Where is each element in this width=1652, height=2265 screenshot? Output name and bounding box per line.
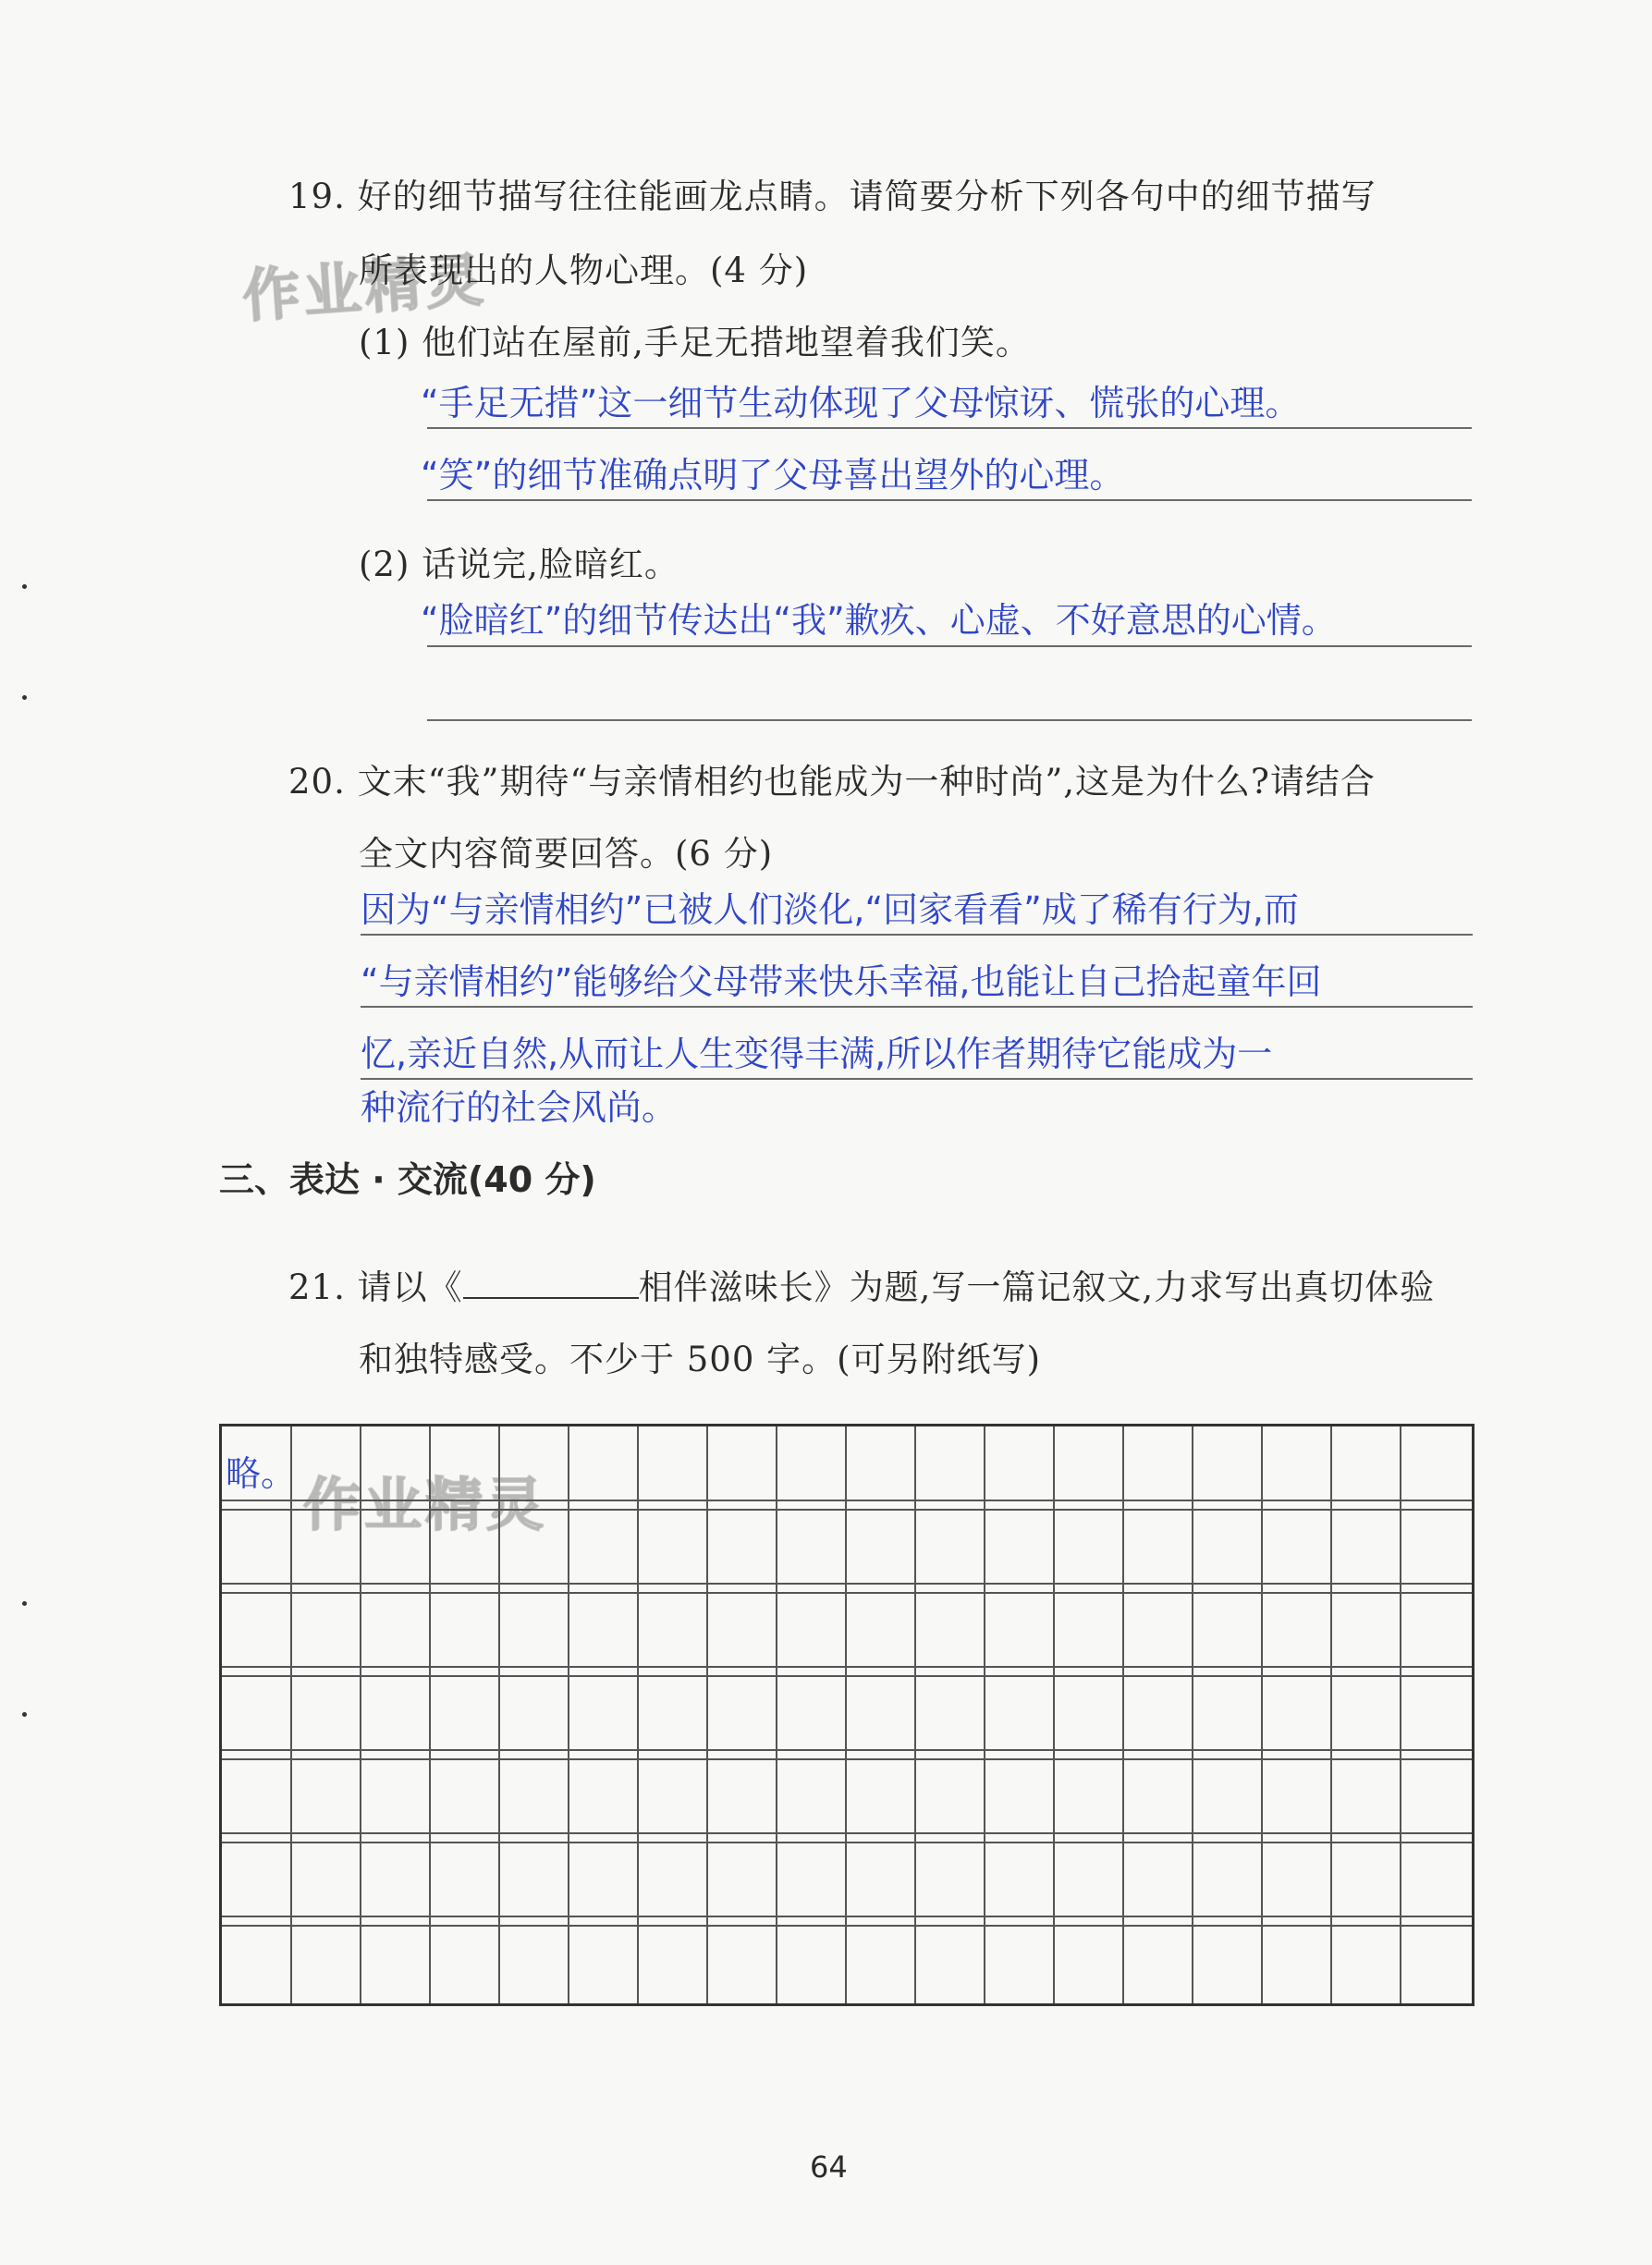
q20-answer-line: 忆,亲近自然,从而让人生变得丰满,所以作者期待它能成为一: [361, 1034, 1273, 1074]
answer-line: [361, 934, 1473, 936]
q20-line2: 全文内容简要回答。(6 分): [359, 834, 774, 874]
q19-answer-2: “脸暗红”的细节传达出“我”歉疚、心虚、不好意思的心情。: [421, 600, 1337, 641]
q20-answer-line: “与亲情相约”能够给父母带来快乐幸福,也能让自己拾起童年回: [361, 961, 1322, 1002]
q19-sub2: (2) 话说完,脸暗红。: [359, 545, 679, 584]
q21-prefix: 21. 请以《: [288, 1267, 463, 1307]
q19-line1: 19. 好的细节描写往往能画龙点睛。请简要分析下列各句中的细节描写: [288, 177, 1377, 216]
q21-line1: [288, 1259, 1435, 1309]
answer-line: [427, 427, 1472, 429]
answer-line: [361, 1006, 1473, 1008]
q19-sub1: (1) 他们站在屋前,手足无措地望着我们笑。: [359, 323, 1031, 362]
watermark: 作业精灵: [240, 245, 489, 331]
margin-dot: [22, 1712, 27, 1717]
writing-grid: [219, 1424, 1475, 2006]
watermark: 作业精灵: [303, 1471, 548, 1538]
q20-answer-line: 因为“与亲情相约”已被人们淡化,“回家看看”成了稀有行为,而: [361, 889, 1299, 930]
q21-answer: 略。: [226, 1453, 297, 1494]
q19-answer-1b: “笑”的细节准确点明了父母喜出望外的心理。: [421, 455, 1125, 496]
q21-line2: 和独特感受。不少于 500 字。(可另附纸写): [359, 1340, 1042, 1379]
answer-line: [427, 719, 1472, 721]
title-blank: [463, 1269, 639, 1299]
q19-line2: 所表现出的人物心理。(4 分): [359, 251, 809, 290]
q20-answer-line: 种流行的社会风尚。: [361, 1087, 678, 1128]
margin-dot: [22, 584, 27, 589]
answer-line: [427, 645, 1472, 647]
page-number: 64: [810, 2149, 848, 2185]
section-heading: 三、表达 · 交流(40 分): [219, 1159, 596, 1200]
grid-lines: [222, 1426, 1472, 2003]
answer-line: [427, 499, 1472, 501]
q21-suffix: 相伴滋味长》为题,写一篇记叙文,力求写出真切体验: [638, 1267, 1436, 1307]
q20-line1: 20. 文末“我”期待“与亲情相约也能成为一种时尚”,这是为什么?请结合: [288, 762, 1376, 802]
q19-answer-1a: “手足无措”这一细节生动体现了父母惊讶、慌张的心理。: [421, 383, 1301, 423]
margin-dot: [22, 695, 27, 700]
margin-dot: [22, 1601, 27, 1606]
